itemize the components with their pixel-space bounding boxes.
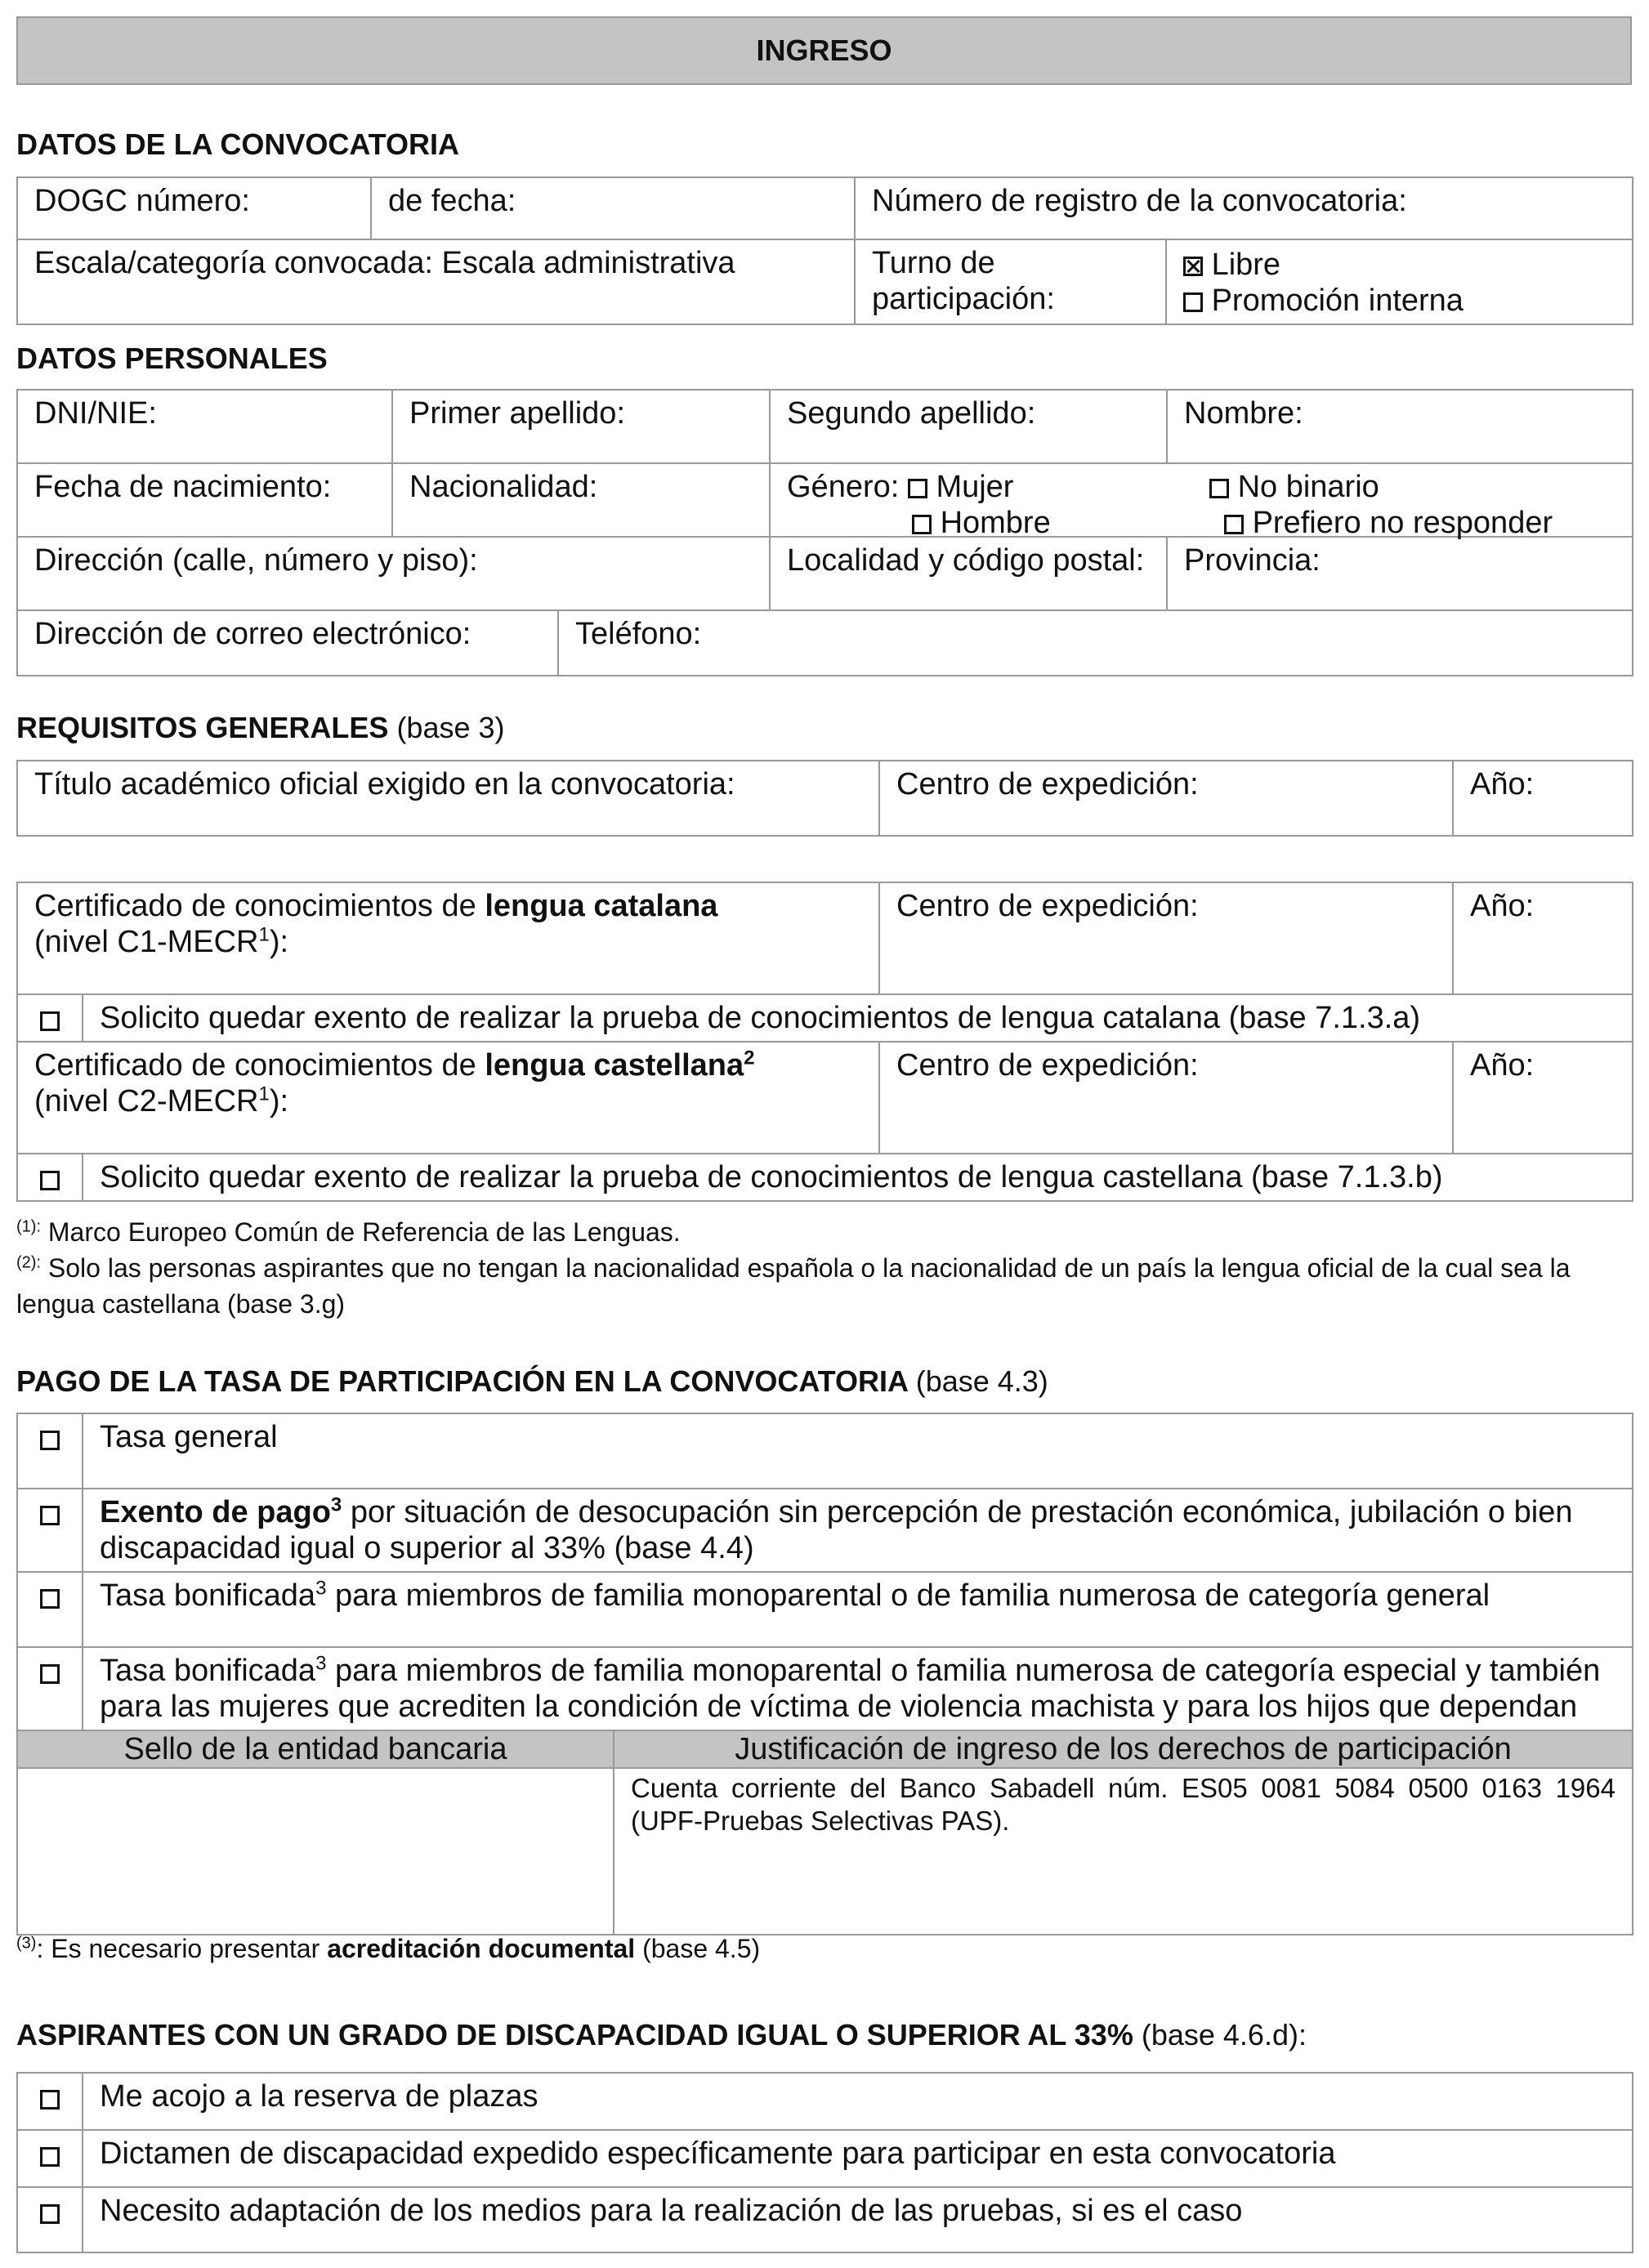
- exento-castellana-label: Solicito quedar exento de realizar la prueba de conocimientos de lengua castellana (base 7.1.3.b): [83, 1154, 1633, 1201]
- apellido1-field[interactable]: Primer apellido:: [392, 390, 770, 463]
- no-binario-label: No binario: [1237, 470, 1379, 504]
- checkbox-icon[interactable]: [908, 479, 927, 498]
- justificacion-header: Justificación de ingreso de los derechos de participación: [614, 1730, 1633, 1768]
- cierre: ):: [269, 925, 289, 959]
- checkbox-icon[interactable]: [40, 2090, 60, 2110]
- centro-catalana-field[interactable]: Centro de expedición:: [879, 882, 1453, 994]
- hombre-label: Hombre: [940, 506, 1051, 540]
- footnote-1: [16, 1214, 1632, 1250]
- cuenta-text: Cuenta corriente del Banco Sabadell núm. ES05 0081 5084 0500 0163 1964 (UPF-Pruebas Selectivas PAS).: [614, 1768, 1633, 1935]
- sello-header: Sello de la entidad bancaria: [17, 1730, 614, 1768]
- reserva-label: Me acojo a la reserva de plazas: [83, 2073, 1633, 2130]
- footnote-ref: 3: [315, 1652, 327, 1675]
- centro-field[interactable]: Centro de expedición:: [879, 761, 1453, 836]
- requisitos-title: REQUISITOS GENERALES: [16, 711, 389, 744]
- footnote-mark: (3): [16, 1934, 37, 1953]
- turno-label: Turno de participación:: [855, 239, 1166, 324]
- checkbox-icon[interactable]: [40, 2147, 60, 2167]
- telefono-field[interactable]: Teléfono:: [558, 610, 1633, 676]
- registro-field[interactable]: Número de registro de la convocatoria:: [855, 177, 1633, 239]
- exento-catalana-checkbox-cell[interactable]: [17, 994, 83, 1042]
- footnote-text: Marco Europeo Común de Referencia de las Lenguas.: [41, 1217, 681, 1247]
- footnote-ref: 3: [330, 1493, 342, 1516]
- checkbox-icon[interactable]: [912, 515, 932, 534]
- promocion-label: Promoción interna: [1211, 284, 1464, 318]
- lenguas-table: [16, 882, 1633, 1202]
- exento-catalana-label: Solicito quedar exento de realizar la prueba de conocimientos de lengua catalana (base 7.1.3.a): [83, 994, 1633, 1042]
- exento-bold: Exento de pago: [100, 1495, 331, 1529]
- cierre: ):: [269, 1084, 289, 1118]
- discapacidad-title: ASPIRANTES CON UN GRADO DE DISCAPACIDAD IGUAL O SUPERIOR AL 33%: [16, 2018, 1133, 2051]
- exento-pago-label: [83, 1489, 1633, 1572]
- titulo-field[interactable]: Título académico oficial exigido en la convocatoria:: [17, 761, 879, 836]
- personales-table: [16, 389, 1633, 676]
- discapacidad-base: (base 4.6.d):: [1141, 2018, 1307, 2051]
- tasa-general-checkbox-cell[interactable]: [17, 1413, 83, 1489]
- section-convocatoria-heading: DATOS DE LA CONVOCATORIA: [16, 127, 460, 161]
- localidad-field[interactable]: Localidad y código postal:: [770, 537, 1167, 610]
- nombre-field[interactable]: Nombre:: [1167, 390, 1633, 463]
- dictamen-label: Dictamen de discapacidad expedido específicamente para participar en esta convocatoria: [83, 2130, 1633, 2187]
- footnote-ref: 2: [744, 1047, 755, 1069]
- exento-pago-checkbox-cell[interactable]: [17, 1489, 83, 1572]
- bonif-rest: para miembros de familia monoparental o familia numerosa de categoría especial y también para las mujeres que acrediten la condición de víctima de violencia machista y para los hijos que dependan: [100, 1654, 1601, 1724]
- convocatoria-table: [16, 176, 1633, 325]
- adaptacion-label: Necesito adaptación de los medios para la realización de las pruebas, si es el caso: [83, 2187, 1633, 2252]
- mujer-label: Mujer: [936, 470, 1014, 504]
- cert-castellana-field[interactable]: [17, 1042, 879, 1154]
- bonificada1-checkbox-cell[interactable]: [17, 1572, 83, 1647]
- pago-title: PAGO DE LA TASA DE PARTICIPACIÓN EN LA CONVOCATORIA: [16, 1364, 908, 1398]
- footnote-text: Solo las personas aspirantes que no tengan la nacionalidad española o la nacionalidad de un país la lengua oficial de la cual sea la lengua castellana (base 3.g): [16, 1253, 1571, 1319]
- section-requisitos-heading: [16, 711, 505, 745]
- exento-rest: por situación de desocupación sin percepción de prestación económica, jubilación o bien discapacidad igual o superior al 33% (base 4.4): [100, 1495, 1573, 1565]
- nacionalidad-field[interactable]: Nacionalidad:: [392, 463, 770, 537]
- anio-field[interactable]: Año:: [1453, 761, 1633, 836]
- checkbox-icon[interactable]: [1209, 479, 1229, 498]
- bonif-rest: para miembros de familia monoparental o de familia numerosa de categoría general: [326, 1578, 1490, 1613]
- checked-checkbox-icon[interactable]: [1183, 257, 1203, 276]
- footnote-mark: (2):: [16, 1253, 41, 1272]
- libre-label: Libre: [1211, 248, 1281, 282]
- tasa-general-label: Tasa general: [83, 1413, 1633, 1489]
- provincia-field[interactable]: Provincia:: [1167, 537, 1633, 610]
- fecha-field[interactable]: de fecha:: [371, 177, 855, 239]
- reserva-checkbox-cell[interactable]: [17, 2073, 83, 2130]
- footnote-text: : Es necesario presentar: [36, 1934, 328, 1963]
- turno-promocion-option[interactable]: [1183, 283, 1615, 319]
- checkbox-icon[interactable]: [40, 1171, 60, 1190]
- checkbox-icon[interactable]: [1224, 515, 1244, 534]
- anio-castellana-field[interactable]: Año:: [1453, 1042, 1633, 1154]
- checkbox-icon[interactable]: [1183, 292, 1203, 312]
- centro-castellana-field[interactable]: Centro de expedición:: [879, 1042, 1453, 1154]
- castellana-label: lengua castellana: [485, 1048, 744, 1083]
- footnote-ref: 1: [258, 923, 270, 946]
- direccion-field[interactable]: Dirección (calle, número y piso):: [17, 537, 770, 610]
- bonif-label: Tasa bonificada: [100, 1578, 316, 1613]
- bonificada1-label: [83, 1572, 1633, 1647]
- checkbox-icon[interactable]: [40, 1664, 60, 1684]
- nacimiento-field[interactable]: Fecha de nacimiento:: [17, 463, 392, 537]
- dni-field[interactable]: DNI/NIE:: [17, 390, 392, 463]
- pago-footnote: [16, 1931, 760, 1967]
- bonificada2-label: [83, 1647, 1633, 1730]
- catalana-label: lengua catalana: [485, 889, 718, 923]
- cert-prefix: Certificado de conocimientos de: [34, 889, 476, 923]
- footnote-text: (base 4.5): [635, 1934, 761, 1963]
- anio-catalana-field[interactable]: Año:: [1453, 882, 1633, 994]
- requisitos-table: [16, 760, 1633, 837]
- checkbox-icon[interactable]: [40, 1011, 60, 1031]
- requisitos-base: (base 3): [396, 711, 505, 744]
- nivel-c2: (nivel C2-MECR: [34, 1084, 259, 1118]
- footnote-mark: (1):: [16, 1217, 41, 1236]
- nivel-c1: (nivel C1-MECR: [34, 925, 259, 959]
- genero-label: Género:: [787, 470, 900, 504]
- dictamen-checkbox-cell[interactable]: [17, 2130, 83, 2187]
- genero-field: [770, 463, 1633, 540]
- checkbox-icon[interactable]: [40, 2204, 60, 2224]
- correo-field[interactable]: Dirección de correo electrónico:: [17, 610, 558, 676]
- footnote-ref: 1: [258, 1083, 270, 1105]
- adaptacion-checkbox-cell[interactable]: [17, 2187, 83, 2252]
- footnotes: [16, 1214, 1632, 1322]
- pago-table: [16, 1413, 1633, 1935]
- form-title: INGRESO: [16, 16, 1632, 85]
- exento-castellana-checkbox-cell[interactable]: [17, 1154, 83, 1201]
- section-personales-heading: DATOS PERSONALES: [16, 342, 328, 375]
- checkbox-icon[interactable]: [40, 1506, 60, 1525]
- sello-box: [17, 1768, 614, 1935]
- cert-prefix: Certificado de conocimientos de: [34, 1048, 476, 1083]
- checkbox-icon[interactable]: [40, 1589, 60, 1609]
- checkbox-icon[interactable]: [40, 1431, 60, 1450]
- bonif-label: Tasa bonificada: [100, 1654, 316, 1688]
- footnote-2: [16, 1250, 1632, 1322]
- dogc-field[interactable]: DOGC número:: [17, 177, 371, 239]
- turno-libre-option[interactable]: [1183, 247, 1615, 283]
- bonificada2-checkbox-cell[interactable]: [17, 1647, 83, 1730]
- escala-field: Escala/categoría convocada: Escala administrativa: [17, 239, 855, 324]
- section-discapacidad-heading: [16, 2018, 1307, 2052]
- cert-catalana-field[interactable]: [17, 882, 879, 994]
- footnote-bold: acreditación documental: [327, 1934, 636, 1963]
- footnote-ref: 3: [315, 1577, 327, 1600]
- pago-base: (base 4.3): [915, 1364, 1048, 1398]
- section-pago-heading: [16, 1364, 1048, 1399]
- discapacidad-table: [16, 2072, 1633, 2253]
- prefiero-label: Prefiero no responder: [1252, 506, 1553, 540]
- apellido2-field[interactable]: Segundo apellido:: [770, 390, 1167, 463]
